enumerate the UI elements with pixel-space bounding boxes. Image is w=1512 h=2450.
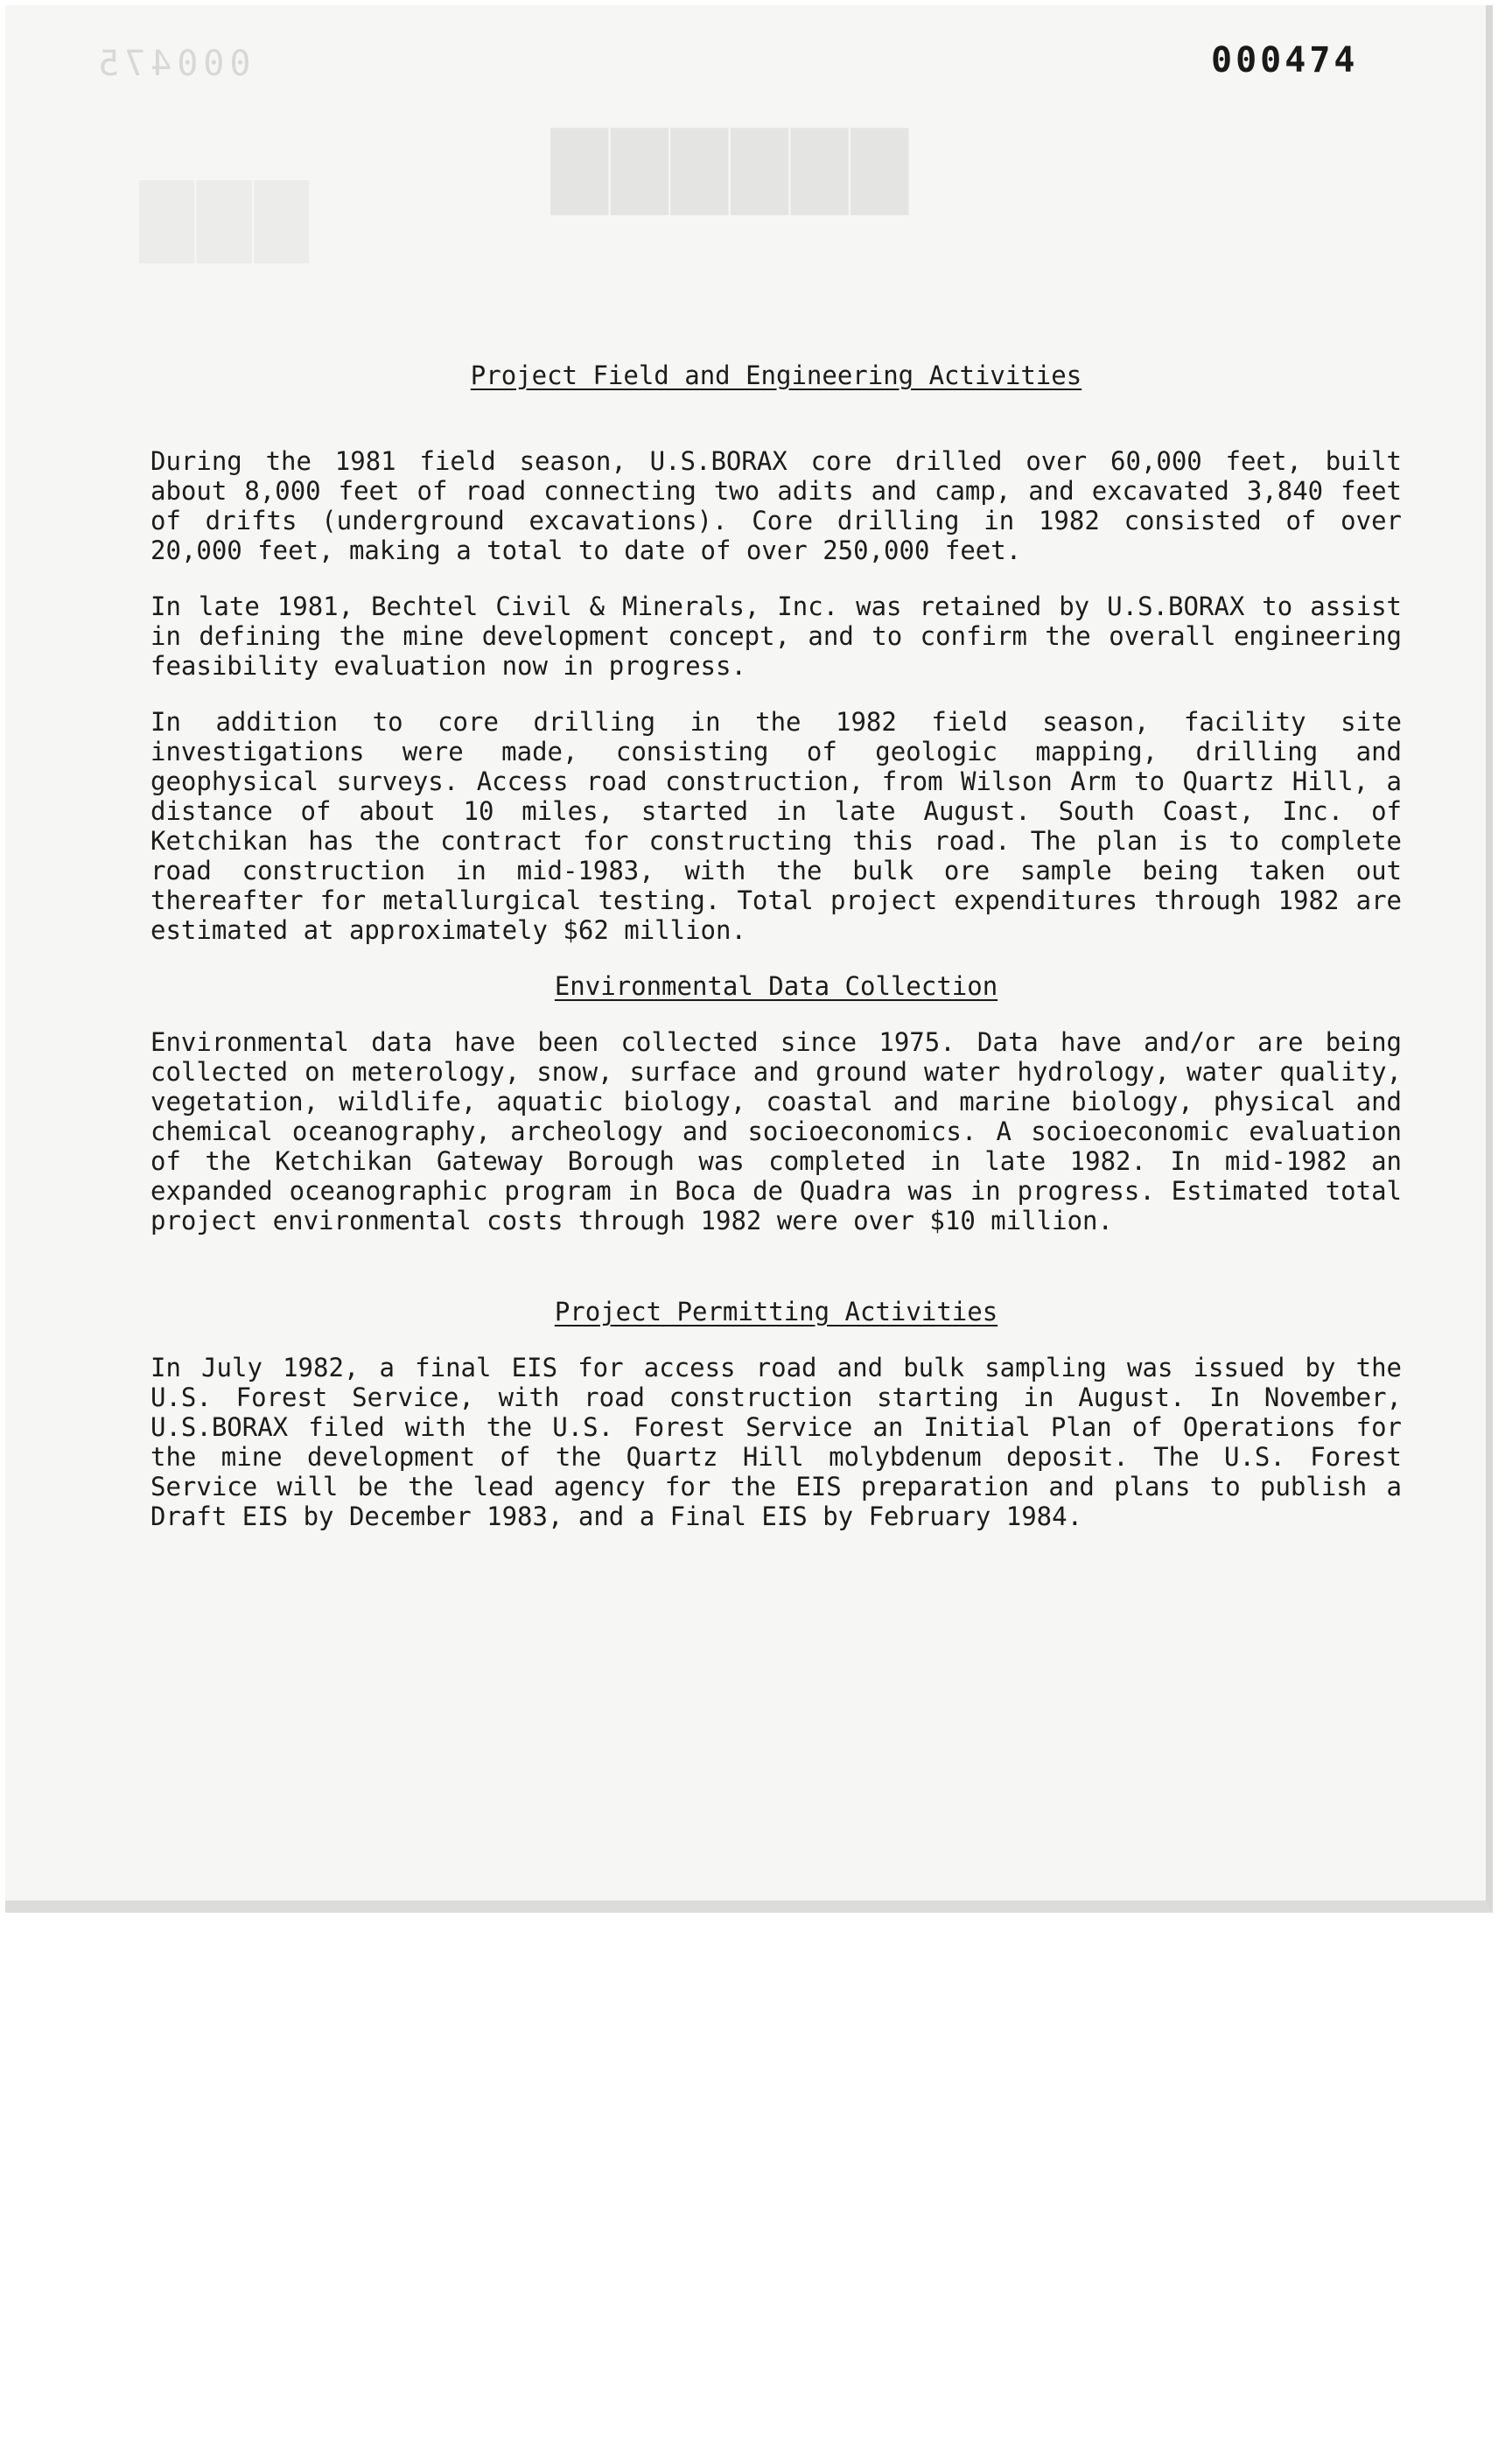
section-heading-field-engineering: Project Field and Engineering Activities	[470, 360, 1082, 390]
section-heading-environmental: Environmental Data Collection	[554, 971, 998, 1001]
paragraph-bechtel: In late 1981, Bechtel Civil & Minerals, Inc. was retained by U.S.BORAX to assist in defining the mine development concept, and to confirm the overall engineering feasibility evaluation now in progress.	[150, 592, 1402, 681]
document-body	[150, 360, 1402, 1531]
bleed-through-letterhead: ██████	[548, 128, 908, 214]
paragraph-site-investigations: In addition to core drilling in the 1982 field season, facility site investigations were made, consisting of geologic mapping, drilling and geophysical surveys. Access road construction, from Wilson Arm to Quartz Hill, a distance of about 10 miles, started in late August. South Coast, Inc. of Ketchikan has the contract for constructing this road. The plan is to complete road construction in mid-1983, with the bulk ore sample being taken out thereafter for metallurgical testing. Total project expenditures through 1982 are estimated at approximately $62 million.	[150, 707, 1402, 945]
bleed-through-mark: ███	[136, 180, 309, 262]
bleed-through-page-number: 000475	[93, 44, 251, 84]
paragraph-permitting: In July 1982, a final EIS for access road and bulk sampling was issued by the U.S. Forest Service, with road construction starting in August. In November, U.S.BORAX filed with the U.S. Forest Service an Initial Plan of Operations for the mine development of the Quartz Hill molybdenum deposit. The U.S. Forest Service will be the lead agency for the EIS preparation and plans to publish a Draft EIS by December 1983, and a Final EIS by February 1984.	[150, 1353, 1402, 1531]
paragraph-field-season: During the 1981 field season, U.S.BORAX core drilled over 60,000 feet, built about 8,000 feet of road connecting two adits and camp, and excavated 3,840 feet of drifts (underground excavations). Core drilling in 1982 consisted of over 20,000 feet, making a total to date of over 250,000 feet.	[150, 446, 1402, 565]
section-heading-permitting: Project Permitting Activities	[554, 1297, 998, 1326]
paragraph-environmental-data: Environmental data have been collected since 1975. Data have and/or are being collected on meterology, snow, surface and ground water hydrology, water quality, vegetation, wildlife, aquatic biology, coastal and marine biology, physical and chemical oceanography, archeology and socioeconomics. A socioeconomic evaluation of the Ketchikan Gateway Borough was completed in late 1982. In mid-1982 an expanded oceanographic program in Boca de Quadra was in progress. Estimated total project environmental costs through 1982 were over $10 million.	[150, 1027, 1402, 1236]
page-number: 000474	[1211, 40, 1359, 80]
